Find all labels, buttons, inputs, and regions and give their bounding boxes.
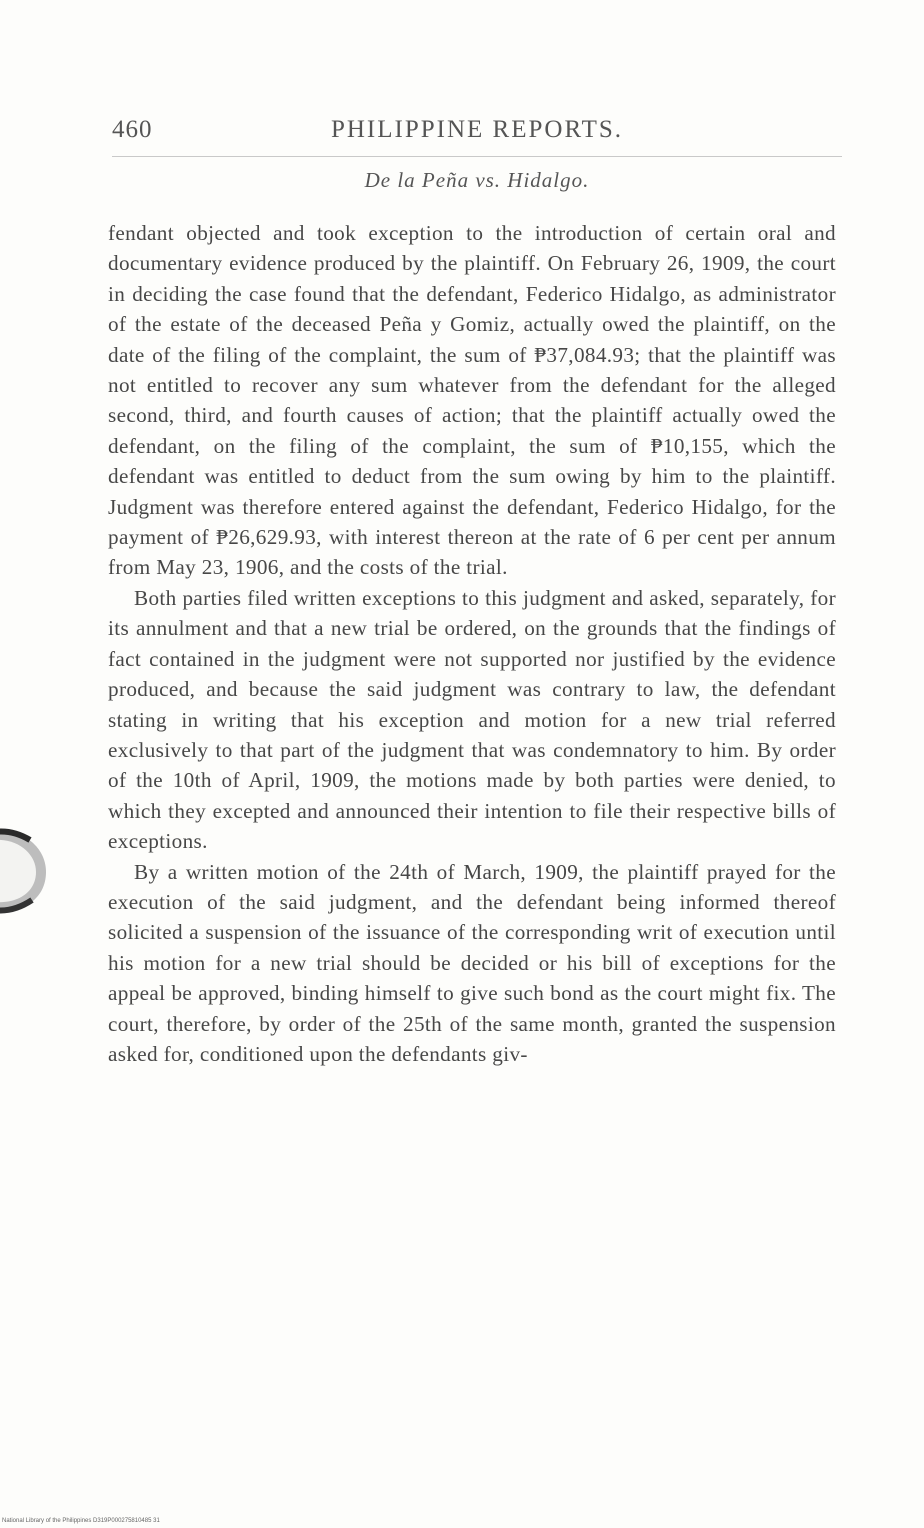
paragraph-3: By a written motion of the 24th of March, 1909, the plaintiff prayed for the execution of the said judgment, and the defendant being informed thereof solicited a suspension of the issuance of the corresponding writ of execution until his motion for a new trial should be decided or his bill of exceptions for the appeal be approved, binding himself to give such bond as the court might fix. The court, therefore, by order of the 25th of the same month, granted the suspension asked for, conditioned upon the defendants giv- (108, 859, 836, 1066)
page-header (112, 112, 842, 152)
paragraph-1: fendant objected and took exception to the introduction of certain oral and documentary evidence produced by the plaintiff. On February 26, 1909, the court in deciding the case found that the defendant, Federico Hidalgo, as administrator of the estate of the deceased Peña y Gomiz, actually owed the plaintiff, on the date of the filing of the complaint, the sum of ₱37,084.93; that the plaintiff was not entitled to recover any sum whatever from the defendant for the alleged second, third, and fourth causes of action; that the plaintiff actually owed the defendant, on the filing of the complaint, the sum of ₱10,155, which the defendant was entitled to deduct from the sum owing by him to the plaintiff. Judgment was therefore entered against the defendant, Federico Hidalgo, for the payment of ₱26,629.93, with interest thereon at the rate of 6 per cent per annum from May 23, 1906, and the costs of the trial. (108, 221, 836, 580)
header-rule (112, 156, 842, 157)
paragraph-2: Both parties filed written exceptions to this judgment and asked, separately, for its annulment and that a new trial be ordered, on the grounds that the findings of fact contained in the judgment were not supported nor justified by the evidence produced, and because the said judgment was contrary to law, the defendant stating in writing that his exception and motion for a new trial referred exclusively to that part of the judgment that was condemnatory to him. By order of the 10th of April, 1909, the motions made by both parties were denied, to which they excepted and announced their intention to file their respective bills of exceptions. (108, 585, 836, 854)
case-title: De la Peña vs. Hidalgo. (364, 168, 590, 192)
body-text (108, 218, 836, 1069)
footer-credit: National Library of the Philippines D319P000275810485 31 (2, 1518, 160, 1524)
binding-clip-image (0, 814, 52, 926)
page-number: 460 (112, 116, 153, 143)
running-head: PHILIPPINE REPORTS. (330, 116, 624, 143)
